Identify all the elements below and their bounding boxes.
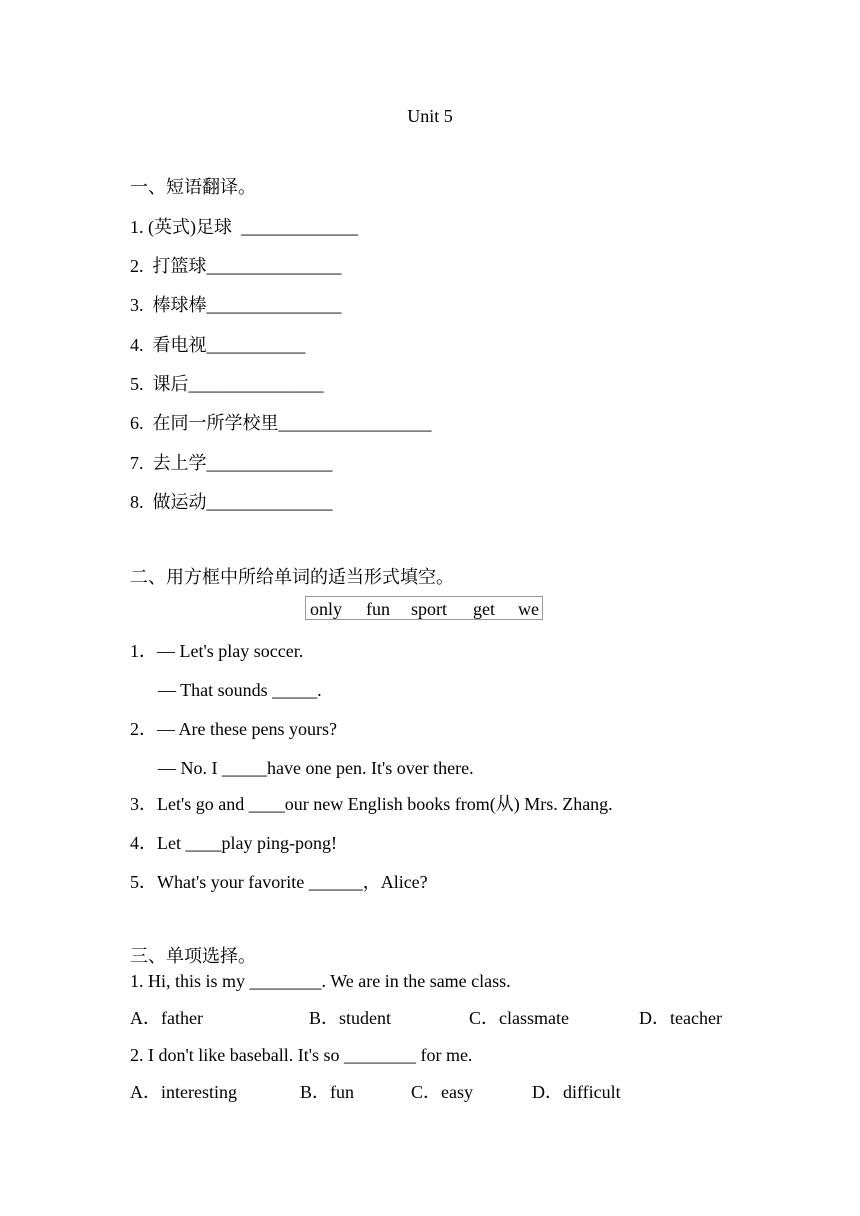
phrase-item-1: 1. (英式)足球 _____________ [130,217,358,237]
phrase-item-7: 7. 去上学______________ [130,453,333,473]
word-bank-word: only [310,599,343,619]
fill-question-1-reply: — That sounds _____. [158,680,322,700]
fill-question-5: 5．What's your favorite ______，Alice? [130,872,428,892]
section-3-heading: 三、单项选择。 [130,946,256,966]
fill-question-1: 1．— Let's play soccer. [130,641,304,661]
choice-question-2: 2. I don't like baseball. It's so ________ for me. [130,1045,473,1065]
choice-option-c: C．easy [411,1082,473,1102]
choice-option-b: B．student [309,1008,392,1028]
word-bank-word: get [473,599,495,619]
word-bank-word: fun [366,599,390,619]
section-1-heading: 一、短语翻译。 [130,177,256,197]
word-bank-word: we [518,599,539,619]
fill-question-2: 2．— Are these pens yours? [130,719,337,739]
fill-question-2-reply: — No. I _____have one pen. It's over there. [158,758,474,778]
phrase-item-2: 2. 打篮球_______________ [130,256,342,276]
phrase-item-6: 6. 在同一所学校里_________________ [130,413,432,433]
section-2-heading: 二、用方框中所给单词的适当形式填空。 [130,567,454,587]
phrase-item-4: 4. 看电视___________ [130,335,306,355]
fill-question-3: 3．Let's go and ____our new English books from(从) Mrs. Zhang. [130,794,613,814]
fill-question-4: 4．Let ____play ping-pong! [130,833,337,853]
choice-option-a: A．interesting [130,1082,237,1102]
choice-question-1: 1. Hi, this is my ________. We are in the same class. [130,971,511,991]
choice-option-c: C．classmate [469,1008,569,1028]
choice-option-d: D．teacher [639,1008,722,1028]
choice-option-d: D．difficult [532,1082,621,1102]
phrase-item-3: 3. 棒球棒_______________ [130,295,342,315]
phrase-item-8: 8. 做运动______________ [130,492,333,512]
choice-option-a: A．father [130,1008,203,1028]
phrase-item-5: 5. 课后_______________ [130,374,324,394]
word-bank-word: sport [411,599,447,619]
choice-option-b: B．fun [300,1082,354,1102]
word-bank-box [305,596,543,620]
page-title: Unit 5 [407,106,453,126]
